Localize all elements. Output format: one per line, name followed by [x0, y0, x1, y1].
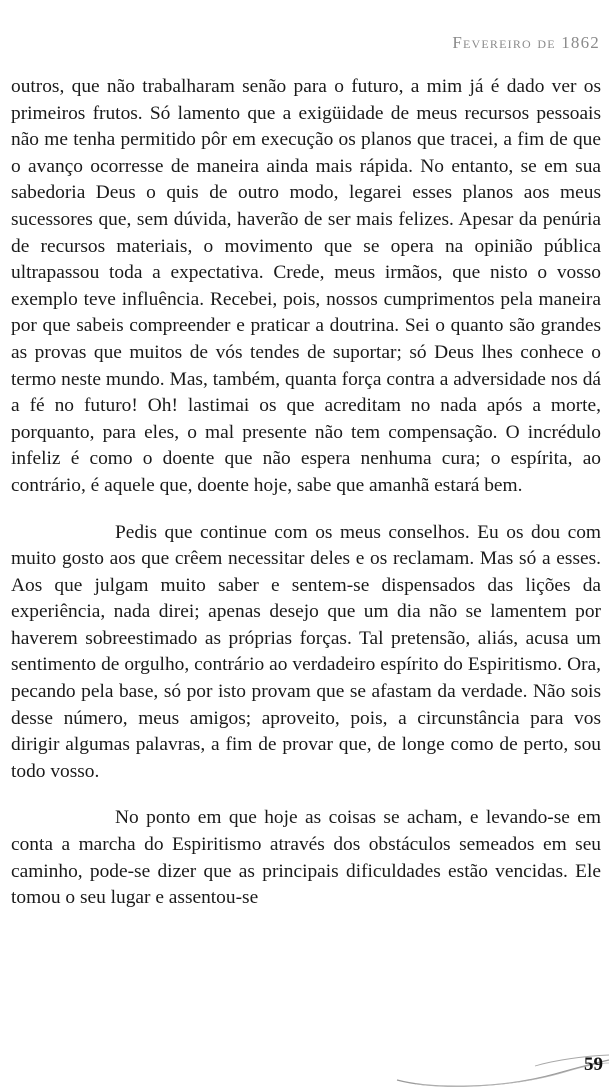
page-number: 59: [584, 1054, 603, 1075]
paragraph-1: outros, que não trabalharam senão para o futuro, a mim já é dado ver os primeiros frutos. Só lamento que a exigüidade de meus recursos pessoais não me tenha permitido pôr em execução os planos que tracei, a fim de que o avanço ocorresse de maneira ainda mais rápida. No entanto, se em sua sabedoria Deus o quis de outro modo, legarei esses planos aos meus sucessores que, sem dúvida, haverão de ser mais felizes. Apesar da penúria de recursos materiais, o movimento que se opera na opinião pública ultrapassou toda a expectativa. Crede, meus irmãos, que nisto o vosso exemplo teve influência. Recebei, pois, nossos cumprimentos pela maneira por que sabeis compreender e praticar a doutrina. Sei o quanto são grandes as provas que muitos de vós tendes de suportar; só Deus lhes conhece o termo neste mundo. Mas, também, quanta força contra a adversidade nos dá a fé no futuro! Oh! lastimai os que acreditam no nada após a morte, porquanto, para eles, o mal presente não tem compensação. O incrédulo infeliz é como o doente que não espera nenhuma cura; o espírita, ao contrário, é aquele que, doente hoje, sabe que amanhã estará bem.: [11, 76, 601, 496]
paragraph-3: No ponto em que hoje as coisas se acham, e levando-se em conta a marcha do Espiritismo através dos obstáculos semeados em seu caminho, pode-se dizer que as principais dificuldades estão vencidas. Ele tomou o seu lugar e assentou-se: [11, 807, 601, 909]
running-head: Fevereiro de 1862: [452, 33, 600, 52]
body-text: [11, 74, 601, 912]
swash-ornament-icon: [395, 1046, 611, 1090]
paragraph-2: Pedis que continue com os meus conselhos. Eu os dou com muito gosto aos que crêem necessitar deles e os reclamam. Mas só a esses. Aos que julgam muito saber e sentem-se dispensados das lições da experiência, nada direi; apenas desejo que um dia não se lamentem por haverem sobreestimado as próprias forças. Tal pretensão, aliás, acusa um sentimento de orgulho, contrário ao verdadeiro espírito do Espiritismo. Ora, pecando pela base, só por isto provam que se afastam da verdade. Não sois desse número, meus amigos; aproveito, pois, a circunstância para vos dirigir algumas palavras, a fim de provar que, de longe como de perto, sou todo vosso.: [11, 521, 601, 782]
